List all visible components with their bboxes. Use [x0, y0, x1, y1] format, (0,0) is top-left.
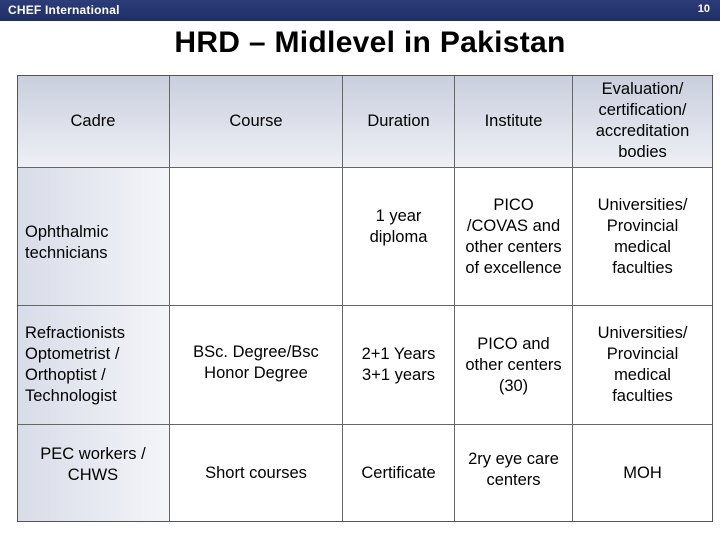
cell-institute: PICO /COVAS and other centers of excellence [465, 195, 562, 277]
page-number: 10 [697, 3, 710, 15]
cell-cadre: Ophthalmic technicians [25, 222, 109, 262]
cell-cadre: Refractionists Optometrist / Orthoptist / Technologist [25, 324, 125, 405]
top-banner [0, 0, 720, 21]
cell-course [170, 168, 342, 305]
cell-duration: 1 year diploma [369, 207, 428, 246]
table-border [712, 75, 713, 522]
cell-institute: 2ry eye care centers [468, 450, 559, 489]
cell-evaluation: Universities/ Provincial medical faculties [597, 324, 688, 405]
cell-course: Short courses [205, 463, 307, 482]
header-evaluation: Evaluation/ certification/ accreditation bodies [595, 80, 690, 161]
header-institute: Institute [484, 111, 543, 130]
hrd-table [17, 75, 713, 522]
header-course: Course [229, 111, 283, 130]
cell-duration: 2+1 Years 3+1 years [361, 345, 436, 384]
slide-title: HRD – Midlevel in Pakistan [174, 26, 566, 59]
cell-cadre: PEC workers / CHWS [40, 445, 146, 484]
cell-evaluation: Universities/ Provincial medical faculties [597, 195, 688, 277]
header-duration: Duration [367, 111, 430, 130]
cell-course: BSc. Degree/Bsc Honor Degree [193, 343, 319, 382]
table-border [17, 521, 713, 522]
cell-duration: Certificate [361, 463, 436, 482]
cell-evaluation: MOH [623, 463, 662, 482]
brand-name: CHEF International [8, 3, 120, 17]
header-cadre: Cadre [70, 111, 116, 130]
cell-institute: PICO and other centers (30) [465, 334, 562, 395]
